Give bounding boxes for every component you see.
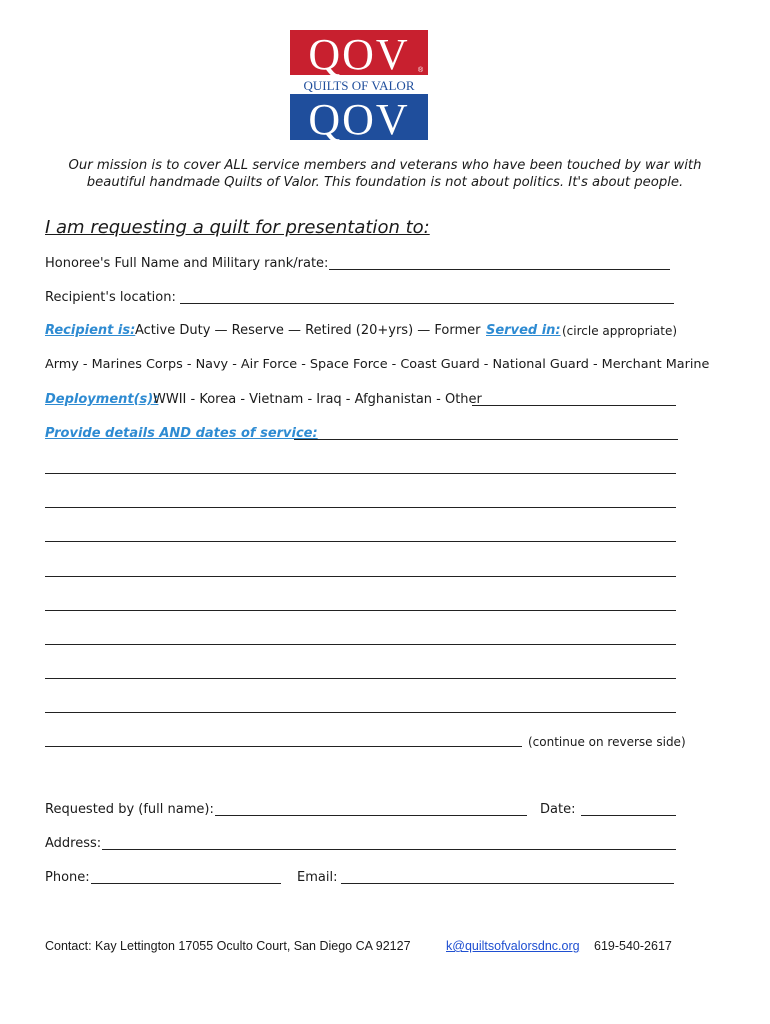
details-field[interactable] <box>294 439 678 440</box>
email-label: Email: <box>297 870 338 885</box>
deployments-options[interactable]: WWII - Korea - Vietnam - Iraq - Afghanistan - Other <box>153 392 482 407</box>
details-line[interactable] <box>45 576 676 577</box>
phone-label: Phone: <box>45 870 90 885</box>
recipient-options[interactable]: Active Duty — Reserve — Retired (20+yrs) — Former <box>135 323 481 338</box>
logo-registered-mark: ® <box>418 67 424 74</box>
form-heading: I am requesting a quilt for presentation to: <box>45 217 430 238</box>
qov-logo <box>290 30 428 140</box>
mission-statement <box>60 157 710 191</box>
served-in-label: Served in: <box>486 323 561 338</box>
details-line[interactable] <box>45 678 676 679</box>
honoree-label: Honoree's Full Name and Military rank/rate: <box>45 256 329 271</box>
deployment-other-field[interactable] <box>472 405 676 406</box>
details-line[interactable] <box>45 644 676 645</box>
logo-bottom-text: QOV <box>308 95 410 140</box>
logo-middle-text: QUILTS OF VALOR <box>303 78 415 93</box>
branch-options[interactable]: Army - Marines Corps - Navy - Air Force - Space Force - Coast Guard - National Guard - Merchant Marine <box>45 357 710 372</box>
details-line[interactable] <box>45 610 676 611</box>
address-label: Address: <box>45 836 102 851</box>
continue-note: (continue on reverse side) <box>528 735 686 749</box>
address-field[interactable] <box>102 849 676 850</box>
details-line[interactable] <box>45 473 676 474</box>
location-field[interactable] <box>180 303 674 304</box>
contact-email-link[interactable]: k@quiltsofvalorsdnc.org <box>446 939 580 953</box>
recipient-is-label: Recipient is: <box>45 323 136 338</box>
requested-by-label: Requested by (full name): <box>45 802 214 817</box>
logo-top-text: QOV <box>308 30 410 79</box>
details-line[interactable] <box>45 712 676 713</box>
contact-phone: 619-540-2617 <box>594 939 672 953</box>
details-line[interactable] <box>45 507 676 508</box>
served-in-note: (circle appropriate) <box>562 324 678 338</box>
date-field[interactable] <box>581 815 676 816</box>
phone-field[interactable] <box>91 883 281 884</box>
details-line[interactable] <box>45 541 676 542</box>
details-label: Provide details AND dates of service: <box>45 426 318 441</box>
honoree-field[interactable] <box>329 269 670 270</box>
location-label: Recipient's location: <box>45 290 176 305</box>
details-line[interactable] <box>45 746 522 747</box>
requested-by-field[interactable] <box>215 815 527 816</box>
email-field[interactable] <box>341 883 674 884</box>
contact-info: Contact: Kay Lettington 17055 Oculto Court, San Diego CA 92127 <box>45 939 411 953</box>
deployments-label: Deployment(s): <box>45 392 159 407</box>
mission-line-2: beautiful handmade Quilts of Valor. This foundation is not about politics. It's about people. <box>86 175 684 190</box>
date-label: Date: <box>540 802 576 817</box>
mission-line-1: Our mission is to cover ALL service members and veterans who have been touched by war with <box>68 158 702 173</box>
